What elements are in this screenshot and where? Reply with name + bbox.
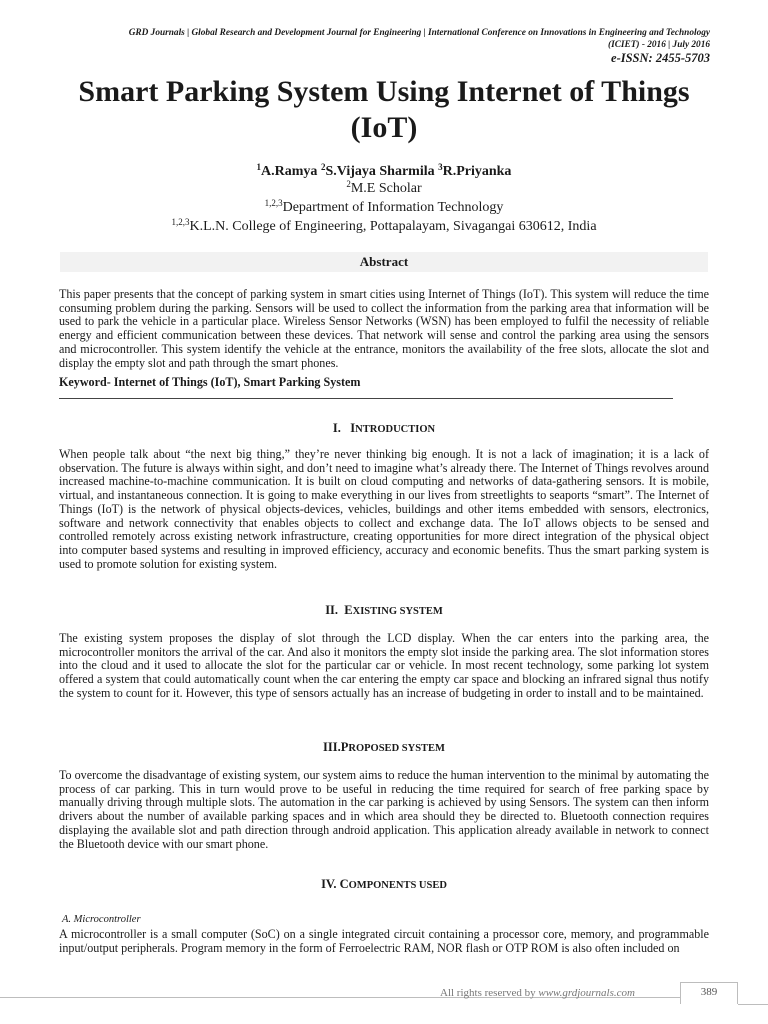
proposed-system-text: To overcome the disadvantage of existing system, our system aims to reduce the human intervention to the minimal by automating the process of car parking. This in turn would prove to be useful in reducing the time required for search of free parking space by manually driving through multiple slots. The automation in the car parking is achieved by using Sensors. The system can then inform drivers about the number of available parking spaces and in which area should they be directed to. Bluetooth connection requires displaying the available slot and path direction through android application. This application already available in network to connect the Bluetooth device with our smart phone.	[59, 768, 709, 851]
journal-header: GRD Journals | Global Research and Development Journal for Engineering | International Conference on Innovations in Engineering and Technology	[128, 28, 710, 38]
author-list	[60, 163, 708, 180]
section-heading-proposed-system	[60, 740, 708, 756]
existing-system-text: The existing system proposes the display of slot through the LCD display. When the car enters into the parking area, the microcontroller monitors the arrival of the car. And also it monitors the empty slot inside the parking area. The slot information stores into the cloud and it used to allocate the slot for the particular car or vehicle. In most recent technology, some parking lot system offered a system that could automatically count when the car entering the empty car space and blocking an infrared signal thus notify the system to count for it. However, this type of sensors actually has an increase of budgeting in order to install and to be maintained.	[59, 631, 709, 700]
author-3-sup: 3	[438, 162, 443, 172]
journal-issn: e-ISSN: 2455-5703	[611, 51, 710, 65]
author-3: R.Priyanka	[442, 164, 512, 179]
subsection-heading-microcontroller: A. Microcontroller	[62, 914, 141, 925]
author-role	[60, 180, 708, 197]
abstract-heading: Abstract	[359, 254, 409, 269]
section-rest: OMPONENTS USED	[348, 880, 447, 891]
section-heading-introduction	[60, 421, 708, 437]
author-department	[60, 199, 708, 216]
college-text: K.L.N. College of Engineering, Pottapalayam, Sivagangai 630612, India	[189, 219, 597, 234]
section-initial: I	[350, 421, 356, 435]
section-number: IV.	[321, 877, 337, 891]
abstract-divider	[59, 398, 673, 399]
dept-sup: 1,2,3	[264, 198, 283, 208]
footer-website-link[interactable]: www.grdjournals.com	[538, 987, 635, 999]
section-initial: C	[339, 877, 349, 891]
section-initial: E	[344, 603, 353, 617]
title-line-2: (IoT)	[350, 111, 418, 144]
role-text: M.E Scholar	[350, 181, 422, 196]
author-1-sup: 1	[256, 162, 262, 172]
section-number: III.	[323, 740, 341, 754]
abstract-text: This paper presents that the concept of parking system in smart cities using Internet of Things (IoT). This system will reduce the time consuming problem during the parking. Sensors will be used to collect the information from the parking area that information will be used to park the vehicle in a particular place. Wireless Sensor Networks (WSN) has been employed to fulfil the necessity of reliable energy and efficient communication between these devices. That network will sense and control the parking area using the sensors and microcontroller. This system identify the vehicle at the entrance, monitors the availability of the free slots, allocate the slot and display the empty slot and path through the smart phones.	[59, 287, 709, 370]
section-rest: XISTING SYSTEM	[352, 606, 443, 617]
section-heading-existing-system	[60, 603, 708, 619]
author-1: A.Ramya	[261, 164, 321, 179]
paper-title	[60, 74, 708, 146]
introduction-text: When people talk about “the next big thing,” they’re never thinking big enough. It is not a lack of imagination; it is a lack of observation. The future is always within sight, and don’t need to imagine what’s already there. The Internet of Things revolves around increased machine-to-machine communication. It is built on cloud computing and networks of data-gathering sensors. It is mobile, virtual, and instantaneous connection. It is going to make everything in our lives from streetlights to seaports “smart”. The Internet of Things (IoT) is the network of physical objects-devices, vehicles, buildings and other items embedded with sensors, electronics, software and network connectivity that enables objects to collect and exchange data. The IoT allows objects to be sensed and controlled remotely across existing network infrastructure, creating opportunities for more direct integration of the physical object into computer based systems and resulting in improved efficiency, accuracy and economic benefits. Thus the smart parking system is used to promote solution for existing system.	[59, 447, 709, 571]
page-number: 389	[700, 986, 718, 998]
section-initial: P	[340, 740, 349, 754]
footer-tick	[738, 1004, 768, 1005]
microcontroller-text: A microcontroller is a small computer (SoC) on a single integrated circuit containing a processor core, memory, and programmable input/output peripherals. Program memory in the form of Ferroelectric RAM, NOR flash or OTP ROM is also often included on	[59, 927, 709, 955]
author-2-sup: 2	[320, 162, 326, 172]
footer-rights-label: All rights reserved by	[440, 987, 539, 999]
college-sup: 1,2,3	[171, 217, 190, 227]
journal-issue: (ICIET) - 2016 | July 2016	[608, 40, 710, 50]
section-heading-components-used	[60, 877, 708, 893]
section-number: I.	[332, 421, 341, 435]
section-rest: NTRODUCTION	[355, 424, 436, 435]
keywords: Keyword- Internet of Things (IoT), Smart Parking System	[59, 375, 361, 389]
author-college	[60, 218, 708, 235]
role-sup: 2	[346, 179, 351, 189]
author-2: S.Vijaya Sharmila	[325, 164, 439, 179]
title-line-1: Smart Parking System Using Internet of Things	[78, 75, 690, 108]
dept-text: Department of Information Technology	[282, 200, 504, 215]
footer-rights	[440, 986, 635, 1000]
section-number: II.	[325, 603, 339, 617]
section-rest: ROPOSED SYSTEM	[348, 743, 445, 754]
